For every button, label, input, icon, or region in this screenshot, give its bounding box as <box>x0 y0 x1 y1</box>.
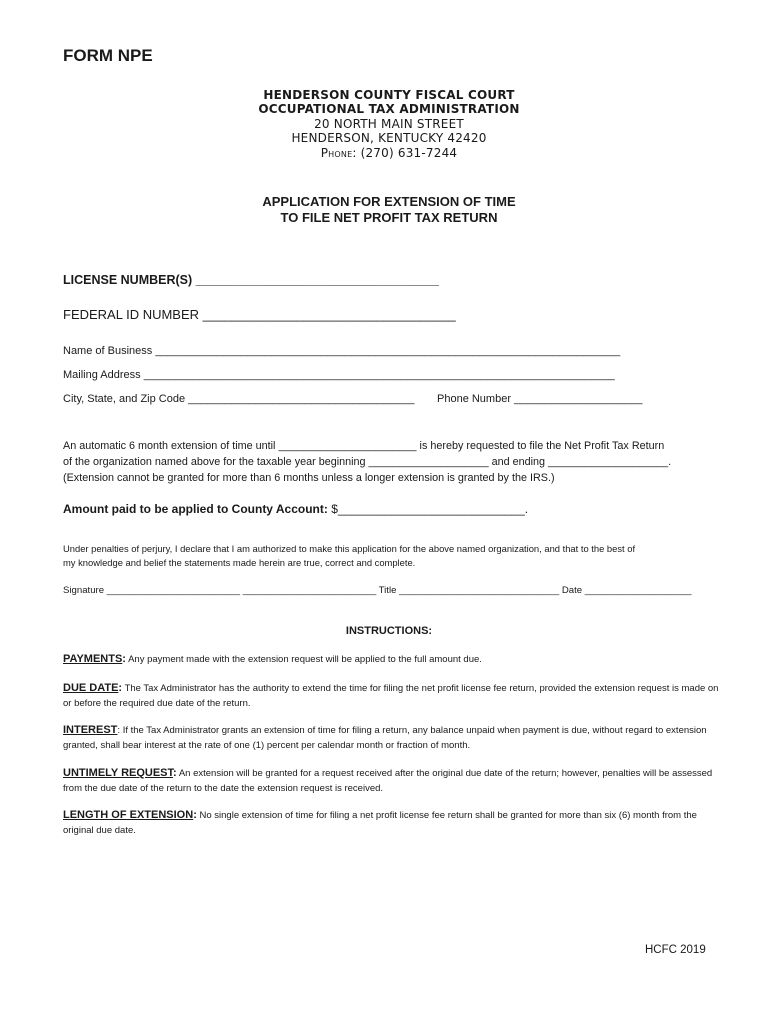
header-street: 20 NORTH MAIN STREET <box>314 117 464 131</box>
amount-field[interactable]: $____________________________. <box>331 502 529 516</box>
federal-id-field[interactable]: FEDERAL ID NUMBER ___________________________________ <box>63 307 456 322</box>
length-of-extension-text: No single extension of time for filing a net profit license fee return shall be granted for more than six (6) month from the original due date. <box>63 810 697 836</box>
instructions-heading: INSTRUCTIONS: <box>345 625 433 637</box>
due-date-label: DUE DATE <box>63 682 119 694</box>
extension-text-line2: of the organization named above for the taxable year beginning ____________________ and ending ____________________. <box>63 456 672 468</box>
declaration-line1: Under penalties of perjury, I declare that I am authorized to make this application for the above named organization, and that to the best of <box>63 543 636 554</box>
form-title-line1: APPLICATION FOR EXTENSION OF TIME <box>262 194 516 209</box>
header-administration: OCCUPATIONAL TAX ADMINISTRATION <box>258 102 520 116</box>
length-of-extension-label: LENGTH OF EXTENSION <box>63 809 194 821</box>
mailing-address-field[interactable]: Mailing Address _____________________________________________________________________________ <box>63 369 615 381</box>
amount-label: Amount paid to be applied to County Account: <box>63 502 328 516</box>
phone-number-field[interactable]: Phone Number _____________________ <box>437 393 643 405</box>
extension-text-line3: (Extension cannot be granted for more than 6 months unless a longer extension is granted by the IRS.) <box>63 472 555 484</box>
city-state-zip-field[interactable]: City, State, and Zip Code _____________________________________ <box>63 393 415 405</box>
untimely-request-text: An extension will be granted for a request received after the original due date of the return; however, penalties will be assessed from the due date of the return to the date the extension request is received. <box>63 768 713 794</box>
signature-row[interactable]: Signature _________________________ _________________________ Title ______________________________ Date ____________________ <box>63 585 692 596</box>
instruction-payments: PAYMENTS: Any payment made with the extension request will be applied to the full amount due. <box>63 653 482 665</box>
interest-label: INTEREST <box>63 724 118 736</box>
due-date-text: The Tax Administrator has the authority to extend the time for filing the net profit license fee return, provided the extension request is made on or before the required due date of the return. <box>63 683 719 709</box>
form-id: FORM NPE <box>63 46 153 65</box>
instruction-interest: INTEREST: If the Tax Administrator grants an extension of time for filing a return, any balance unpaid when payment is due, without regard to extension granted, shall bear interest at the rate of one (1) percent per calendar month or fraction of month. <box>63 724 707 751</box>
header-phone: Phone: (270) 631-7244 <box>320 146 458 160</box>
declaration-line2: my knowledge and belief the statements made herein are true, correct and complete. <box>63 557 416 568</box>
amount-paid-row <box>63 502 528 516</box>
license-number-field[interactable]: LICENSE NUMBER(S) ___________________________________ <box>63 273 439 287</box>
instruction-untimely-request: UNTIMELY REQUEST: An extension will be granted for a request received after the original due date of the return; however, penalties will be assessed from the due date of the return to the date the extension request is received. <box>63 767 713 794</box>
business-name-field[interactable]: Name of Business ____________________________________________________________________________ <box>63 345 621 357</box>
interest-text: If the Tax Administrator grants an extension of time for filing a return, any balance unpaid when payment is due, without regard to extension granted, shall bear interest at the rate of one (1) percent per calendar month or fraction of month. <box>63 725 707 751</box>
instruction-length-of-extension: LENGTH OF EXTENSION: No single extension of time for filing a net profit license fee return shall be granted for more than six (6) month from the original due date. <box>63 809 697 836</box>
extension-text-line1: An automatic 6 month extension of time until _______________________ is hereby requested to file the Net Profit Tax Return <box>63 440 665 452</box>
form-version-footer: HCFC 2019 <box>645 944 706 956</box>
form-title-line2: TO FILE NET PROFIT TAX RETURN <box>280 210 498 225</box>
payments-text: Any payment made with the extension request will be applied to the full amount due. <box>128 654 482 665</box>
header-court-name: HENDERSON COUNTY FISCAL COURT <box>263 88 515 102</box>
header-city: HENDERSON, KENTUCKY 42420 <box>291 131 487 145</box>
untimely-request-label: UNTIMELY REQUEST <box>63 767 174 779</box>
payments-label: PAYMENTS <box>63 653 123 665</box>
instruction-due-date: DUE DATE: The Tax Administrator has the authority to extend the time for filing the net profit license fee return, provided the extension request is made on or before the required due date of the return. <box>63 682 719 709</box>
